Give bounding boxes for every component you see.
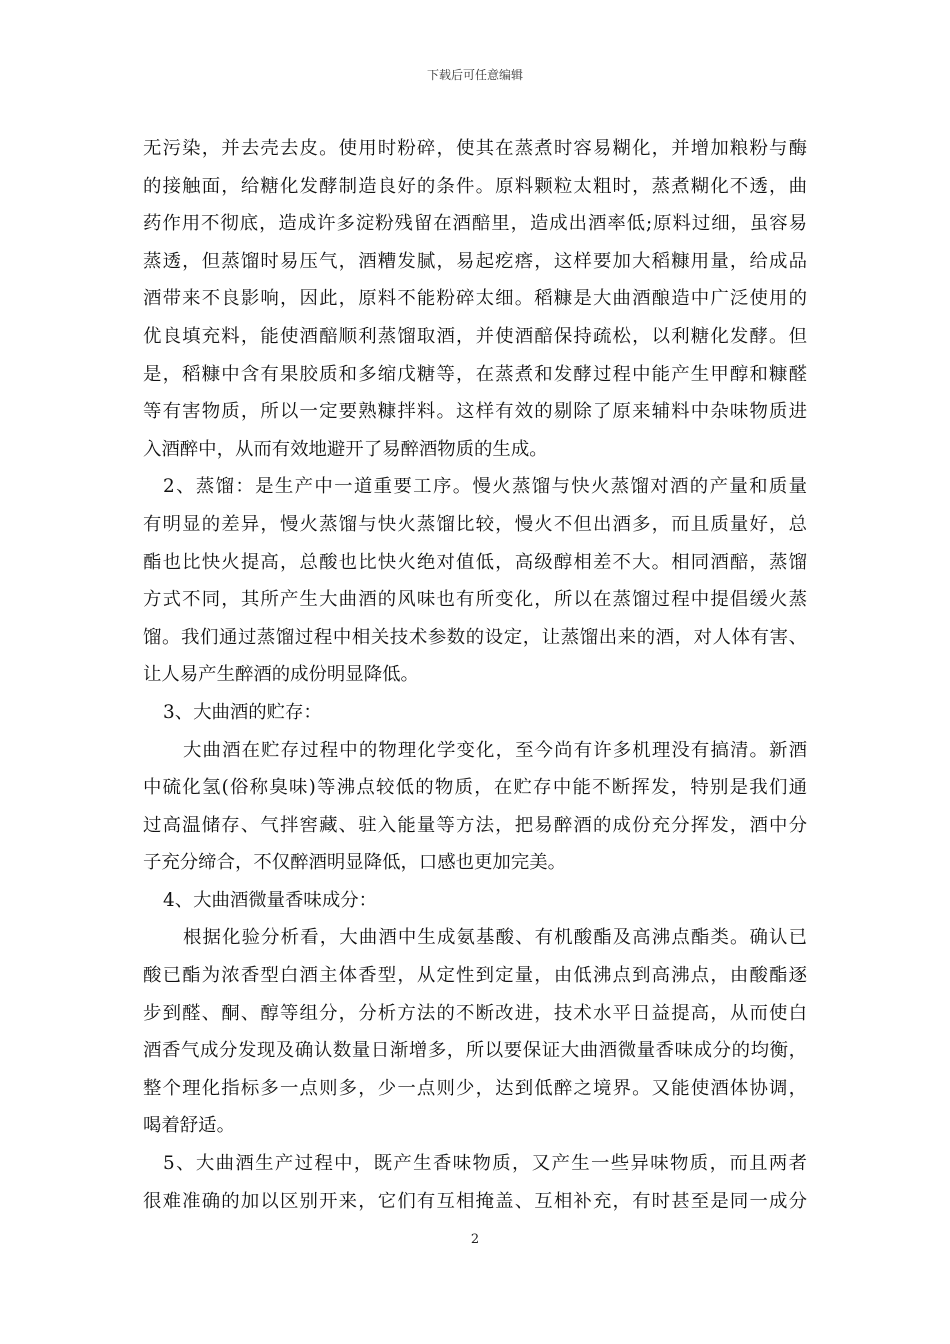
text-line: 大曲酒在贮存过程中的物理化学变化，至今尚有许多机理没有搞清。新酒	[183, 739, 807, 761]
text-line: 3、大曲酒的贮存：	[163, 701, 322, 723]
text-line: 方式不同，其所产生大曲酒的风味也有所变化，所以在蒸馏过程中提倡缓火蒸	[143, 589, 807, 611]
text-line: 药作用不彻底，造成许多淀粉残留在酒醅里，造成出酒率低;原料过细，虽容易	[143, 213, 807, 235]
page-header: 下载后可任意编辑	[426, 68, 523, 82]
text-line: 整个理化指标多一点则多，少一点则少，达到低醉之境界。又能使酒体协调，	[143, 1077, 807, 1099]
body-text	[143, 130, 807, 1220]
text-line: 酸已酯为浓香型白酒主体香型，从定性到定量，由低沸点到高沸点，由酸酯逐	[143, 965, 807, 987]
text-line: 让人易产生醉酒的成份明显降低。	[143, 664, 419, 686]
text-line: 中硫化氢(俗称臭味)等沸点较低的物质，在贮存中能不断挥发，特别是我们通	[143, 777, 807, 799]
text-line: 2、蒸馏：是生产中一道重要工序。慢火蒸馏与快火蒸馏对酒的产量和质量	[163, 476, 807, 498]
text-line: 4、大曲酒微量香味成分：	[163, 889, 377, 911]
text-line: 过高温储存、气拌窖藏、驻入能量等方法，把易醉酒的成份充分挥发，酒中分	[143, 814, 807, 836]
paragraph	[143, 468, 807, 694]
page-number: 2	[470, 1232, 480, 1247]
text-line: 步到醛、酮、醇等组分，分析方法的不断改进，技术水平日益提高，从而使白	[143, 1002, 807, 1024]
text-line: 无污染，并去壳去皮。使用时粉碎，使其在蒸煮时容易糊化，并增加粮粉与酶	[143, 138, 807, 159]
text-line: 根据化验分析看，大曲酒中生成氨基酸、有机酸酯及高沸点酯类。确认已	[183, 927, 807, 949]
paragraph	[143, 732, 807, 882]
text-line: 的接触面，给糖化发酵制造良好的条件。原料颗粒太粗时，蒸煮糊化不透，曲	[143, 175, 807, 197]
text-line: 入酒醉中，从而有效地避开了易醉酒物质的生成。	[143, 438, 548, 460]
paragraph	[143, 130, 807, 468]
text-line: 子充分缔合，不仅醉酒明显降低，口感也更加完美。	[143, 852, 566, 874]
text-line: 5、大曲酒生产过程中，既产生香味物质，又产生一些异味物质，而且两者	[163, 1153, 807, 1175]
text-line: 等有害物质，所以一定要熟糠拌料。这样有效的剔除了原来辅料中杂味物质进	[143, 401, 807, 423]
text-line: 馏。我们通过蒸馏过程中相关技术参数的设定，让蒸馏出来的酒，对人体有害、	[143, 626, 807, 648]
text-line: 酒香气成分发现及确认数量日渐增多，所以要保证大曲酒微量香味成分的均衡，	[143, 1040, 807, 1062]
paragraph	[143, 882, 807, 920]
text-line: 酯也比快火提高，总酸也比快火绝对值低，高级醇相差不大。相同酒醅，蒸馏	[143, 551, 807, 573]
text-line: 是，稻糠中含有果胶质和多缩戊糖等，在蒸煮和发酵过程中能产生甲醇和糠醛	[143, 363, 807, 385]
paragraph	[143, 694, 807, 732]
text-line: 酒带来不良影响，因此，原料不能粉碎太细。稻糠是大曲酒酿造中广泛使用的	[143, 288, 807, 310]
paragraph	[143, 919, 807, 1145]
text-line: 蒸透，但蒸馏时易压气，酒糟发腻，易起疙瘩，这样要加大稻糠用量，给成品	[143, 250, 807, 272]
text-line: 喝着舒适。	[143, 1115, 235, 1137]
text-line: 有明显的差异，慢火蒸馏与快火蒸馏比较，慢火不但出酒多，而且质量好，总	[143, 513, 807, 535]
text-line: 很难准确的加以区别开来，它们有互相掩盖、互相补充，有时甚至是同一成分	[143, 1190, 807, 1212]
paragraph	[143, 1145, 807, 1220]
text-line: 优良填充料，能使酒醅顺利蒸馏取酒，并使酒醅保持疏松，以利糖化发酵。但	[143, 325, 807, 347]
